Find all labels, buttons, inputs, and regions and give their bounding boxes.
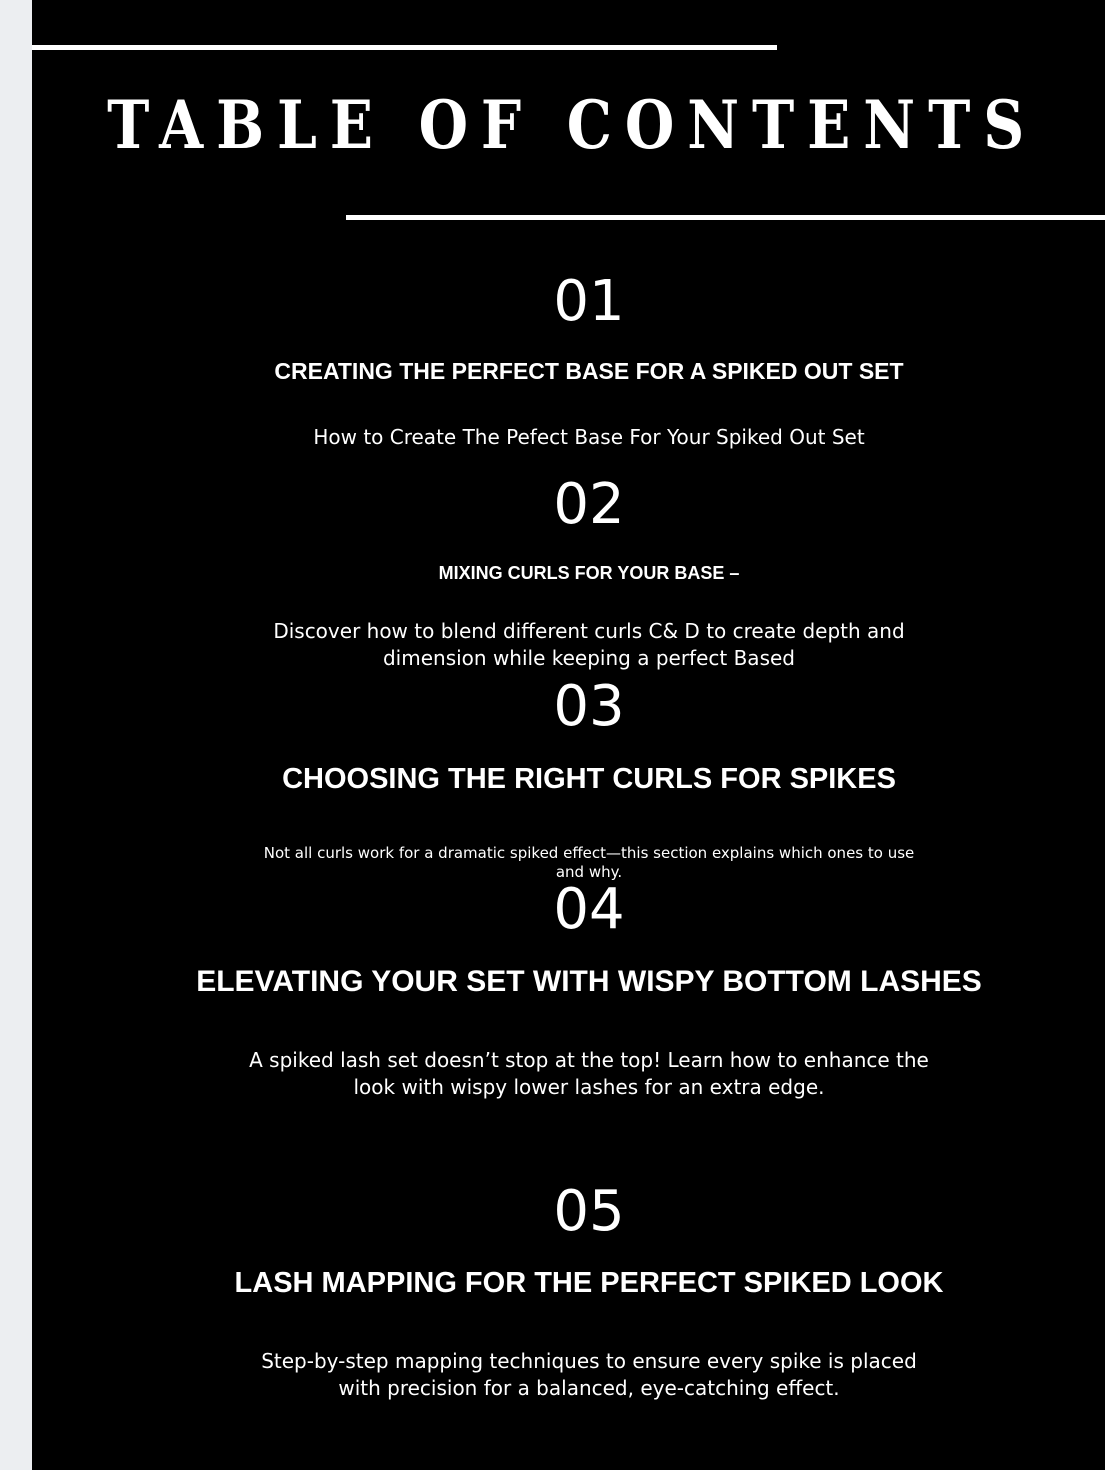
section-number: 01 xyxy=(553,269,625,334)
section-description: Not all curls work for a dramatic spiked effect—this section explains which ones to use and why. xyxy=(263,844,915,881)
document-page xyxy=(32,0,1105,1470)
section-number: 03 xyxy=(553,674,625,739)
top-divider-line xyxy=(32,45,777,50)
page-title: TABLE OF CONTENTS xyxy=(107,86,1038,164)
section-heading: MIXING CURLS FOR YOUR BASE – xyxy=(438,563,740,583)
section-number: 02 xyxy=(553,472,625,537)
section-heading: CHOOSING THE RIGHT CURLS FOR SPIKES xyxy=(282,763,896,795)
section-heading: CREATING THE PERFECT BASE FOR A SPIKED OUT SET xyxy=(274,358,904,384)
section-heading: LASH MAPPING FOR THE PERFECT SPIKED LOOK xyxy=(234,1267,944,1299)
section-description: A spiked lash set doesn’t stop at the top! Learn how to enhance the look with wispy lower lashes for an extra edge. xyxy=(249,1048,929,1099)
section-number: 04 xyxy=(553,877,625,942)
section-heading: ELEVATING YOUR SET WITH WISPY BOTTOM LASHES xyxy=(196,965,982,998)
section-description: Discover how to blend different curls C& D to create depth and dimension while keeping a perfect Based xyxy=(273,619,905,670)
section-number: 05 xyxy=(553,1179,625,1244)
section-description: How to Create The Pefect Base For Your Spiked Out Set xyxy=(313,425,865,449)
section-description: Step-by-step mapping techniques to ensure every spike is placed with precision for a balanced, eye-catching effect. xyxy=(261,1349,917,1400)
title-divider-line xyxy=(346,215,1105,220)
